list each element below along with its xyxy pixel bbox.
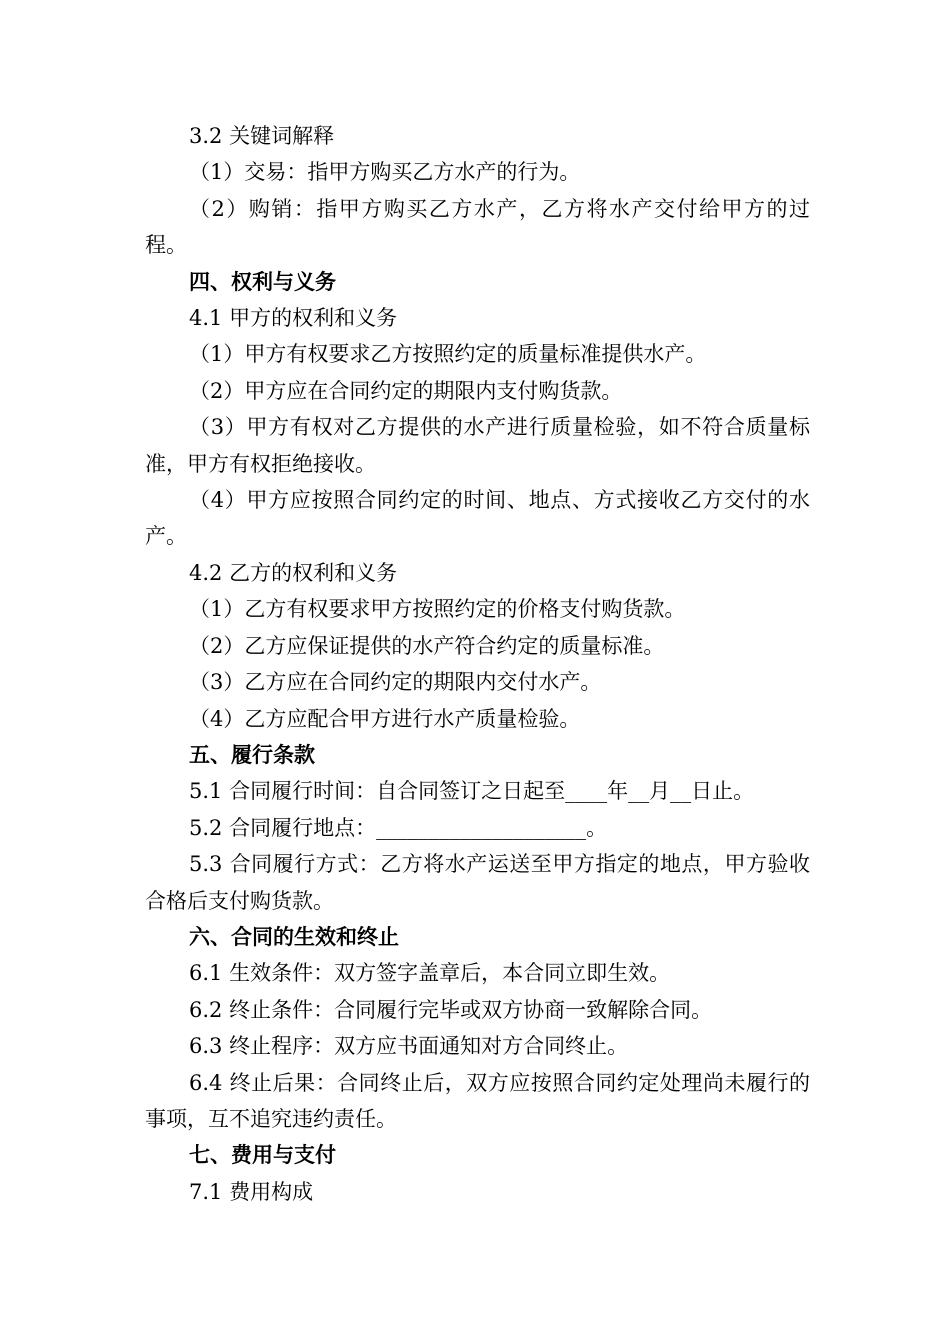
item-3-2-1: （1）交易：指甲方购买乙方水产的行为。 xyxy=(189,160,581,185)
clause-6-1: 6.1 生效条件：双方签字盖章后，本合同立即生效。 xyxy=(189,961,671,986)
section-heading-4: 四、权利与义务 xyxy=(189,269,336,294)
document-body xyxy=(145,118,810,1210)
item-4-2-3: （3）乙方应在合同约定的期限内交付水产。 xyxy=(189,670,602,695)
clause-6-4: 6.4 终止后果：合同终止后，双方应按照合同约定处理尚未履行的事项，互不追究违约责任。 xyxy=(145,1070,810,1131)
item-3-2-2: （2）购销：指甲方购买乙方水产，乙方将水产交付给甲方的过程。 xyxy=(145,196,810,258)
clause-5-2: 5.2 合同履行地点：____________________。 xyxy=(189,815,608,840)
clause-3-2: 3.2 关键词解释 xyxy=(189,124,335,148)
clause-4-2: 4.2 乙方的权利和义务 xyxy=(189,560,398,585)
clause-6-2: 6.2 终止条件：合同履行完毕或双方协商一致解除合同。 xyxy=(189,997,713,1022)
item-4-1-3: （3）甲方有权对乙方提供的水产进行质量检验，如不符合质量标准，甲方有权拒绝接收。 xyxy=(145,415,810,476)
item-4-1-4: （4）甲方应按照合同约定的时间、地点、方式接收乙方交付的水产。 xyxy=(145,488,810,549)
item-4-2-2: （2）乙方应保证提供的水产符合约定的质量标准。 xyxy=(189,633,665,658)
item-4-1-1: （1）甲方有权要求乙方按照约定的质量标准提供水产。 xyxy=(189,342,707,367)
section-heading-5: 五、履行条款 xyxy=(189,742,315,767)
clause-4-1: 4.1 甲方的权利和义务 xyxy=(189,306,398,331)
clause-6-3: 6.3 终止程序：双方应书面通知对方合同终止。 xyxy=(189,1034,629,1059)
section-heading-7: 七、费用与支付 xyxy=(189,1143,336,1168)
item-4-2-4: （4）乙方应配合甲方进行水产质量检验。 xyxy=(189,706,581,731)
clause-5-1: 5.1 合同履行时间：自合同签订之日起至____年__月__日止。 xyxy=(189,779,755,804)
item-4-1-2: （2）甲方应在合同约定的期限内支付购货款。 xyxy=(189,378,623,403)
clause-5-3: 5.3 合同履行方式：乙方将水产运送至甲方指定的地点，甲方验收合格后支付购货款。 xyxy=(145,852,810,913)
item-4-2-1: （1）乙方有权要求甲方按照约定的价格支付购货款。 xyxy=(189,597,686,622)
section-heading-6: 六、合同的生效和终止 xyxy=(189,924,399,949)
clause-7-1: 7.1 费用构成 xyxy=(189,1179,314,1204)
